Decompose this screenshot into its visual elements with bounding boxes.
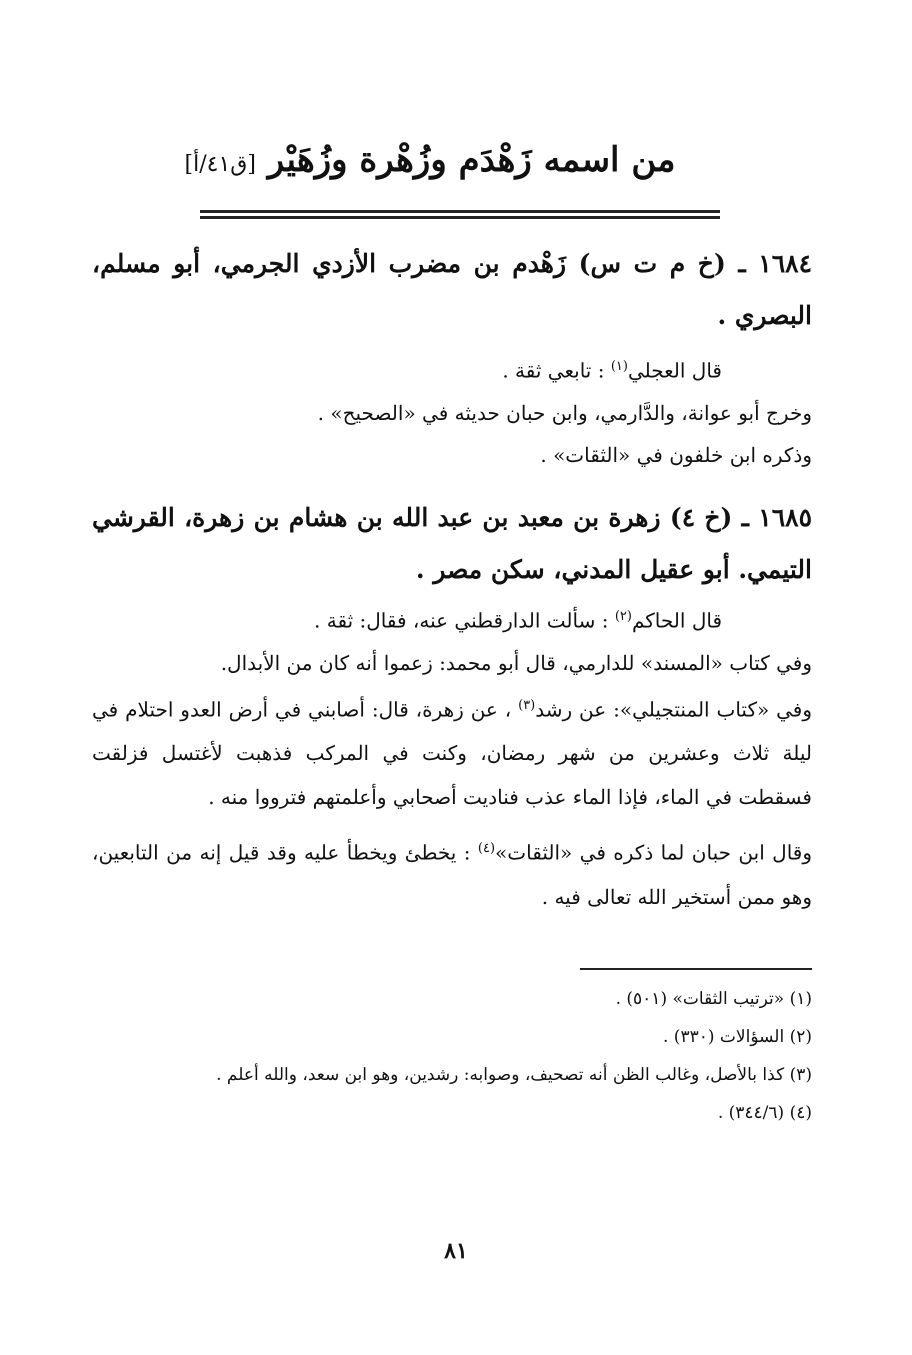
section-title-text: من اسمه زَهْدَم وزُهْرة وزُهَيْر bbox=[267, 140, 676, 180]
entry-1685-paragraph-3 bbox=[92, 684, 812, 820]
footnote-ref-1: (١) bbox=[610, 359, 628, 374]
footnote-1: (١) «ترتيب الثقات» (٥٠١) . bbox=[615, 989, 812, 1009]
entry-1685-p3-start: وفي «كتاب المنتجيلي»: عن رشد bbox=[535, 697, 812, 722]
footnote-2: (٢) السؤالات (٣٣٠) . bbox=[663, 1027, 812, 1047]
footnote-ref-4: (٤) bbox=[477, 841, 496, 857]
footnote-separator bbox=[580, 968, 812, 970]
entry-1685-paragraph-4 bbox=[92, 827, 812, 919]
entry-1685-line-2: وفي كتاب «المسند» للدارمي، قال أبو محمد: زعموا أنه كان من الأبدال. bbox=[220, 650, 812, 675]
footnotes bbox=[92, 980, 812, 1132]
entry-1684-line-3: وذكره ابن خلفون في «الثقات» . bbox=[540, 442, 812, 467]
entry-1685-heading: ١٦٨٥ ـ (خ ٤) زهرة بن معبد بن عبد الله بن هشام بن زهرة، القرشي التيمي. أبو عقيل المدني، سكن مصر . bbox=[92, 503, 813, 584]
entry-1685-p4-rest: : يخطئ ويخطأ عليه وقد قيل إنه من التابعين، وهو ممن أستخير الله تعالى فيه . bbox=[92, 840, 812, 909]
entry-1684-line-1-text: قال العجلي bbox=[627, 358, 722, 383]
manuscript-reference: [ق٤١/أ] bbox=[184, 152, 256, 177]
footnote-ref-3: (٣) bbox=[518, 697, 536, 713]
footnote-ref-2: (٢) bbox=[614, 609, 632, 624]
entry-1684-line-2: وخرج أبو عوانة، والدَّارمي، وابن حبان حديثه في «الصحيح» . bbox=[317, 400, 812, 425]
entry-1684-heading: ١٦٨٤ ـ (خ م ت س) زَهْدم بن مضرب الأزدي الجرمي، أبو مسلم، البصري . bbox=[92, 249, 812, 330]
entry-1685-p4-start: وقال ابن حبان لما ذكره في «الثقات» bbox=[495, 840, 813, 865]
entry-1684-line-1-rest: : تابعي ثقة . bbox=[502, 358, 611, 383]
entry-1685-line-1 bbox=[92, 596, 812, 642]
entry-1685 bbox=[92, 492, 812, 919]
entry-1685-line-1-text: قال الحاكم bbox=[631, 608, 722, 633]
section-title bbox=[150, 140, 710, 180]
entry-1685-line-1-rest: : سألت الدارقطني عنه، فقال: ثقة . bbox=[314, 608, 615, 633]
page-number: ٨١ bbox=[444, 1238, 468, 1264]
title-rule-top bbox=[200, 210, 720, 213]
title-rule-bottom bbox=[200, 216, 720, 219]
entry-1684 bbox=[92, 238, 812, 476]
footnote-4: (٤) (٣٤٤/٦) . bbox=[717, 1103, 812, 1123]
footnote-3: (٣) كذا بالأصل، وغالب الظن أنه تصحيف، وصوابه: رشدين، وهو ابن سعد، والله أعلم . bbox=[216, 1065, 812, 1085]
entry-1685-p3-rest: ، عن زهرة، قال: أصابني في أرض العدو احتلام في ليلة ثلاث وعشرين من شهر رمضان، وكنت في المركب فذهبت لأغتسل فزلقت فسقطت في الماء، فإذا الماء عذب فناديت أصحابي وأعلمتهم فترووا منه . bbox=[92, 697, 812, 810]
entry-1684-line-1 bbox=[92, 346, 812, 392]
